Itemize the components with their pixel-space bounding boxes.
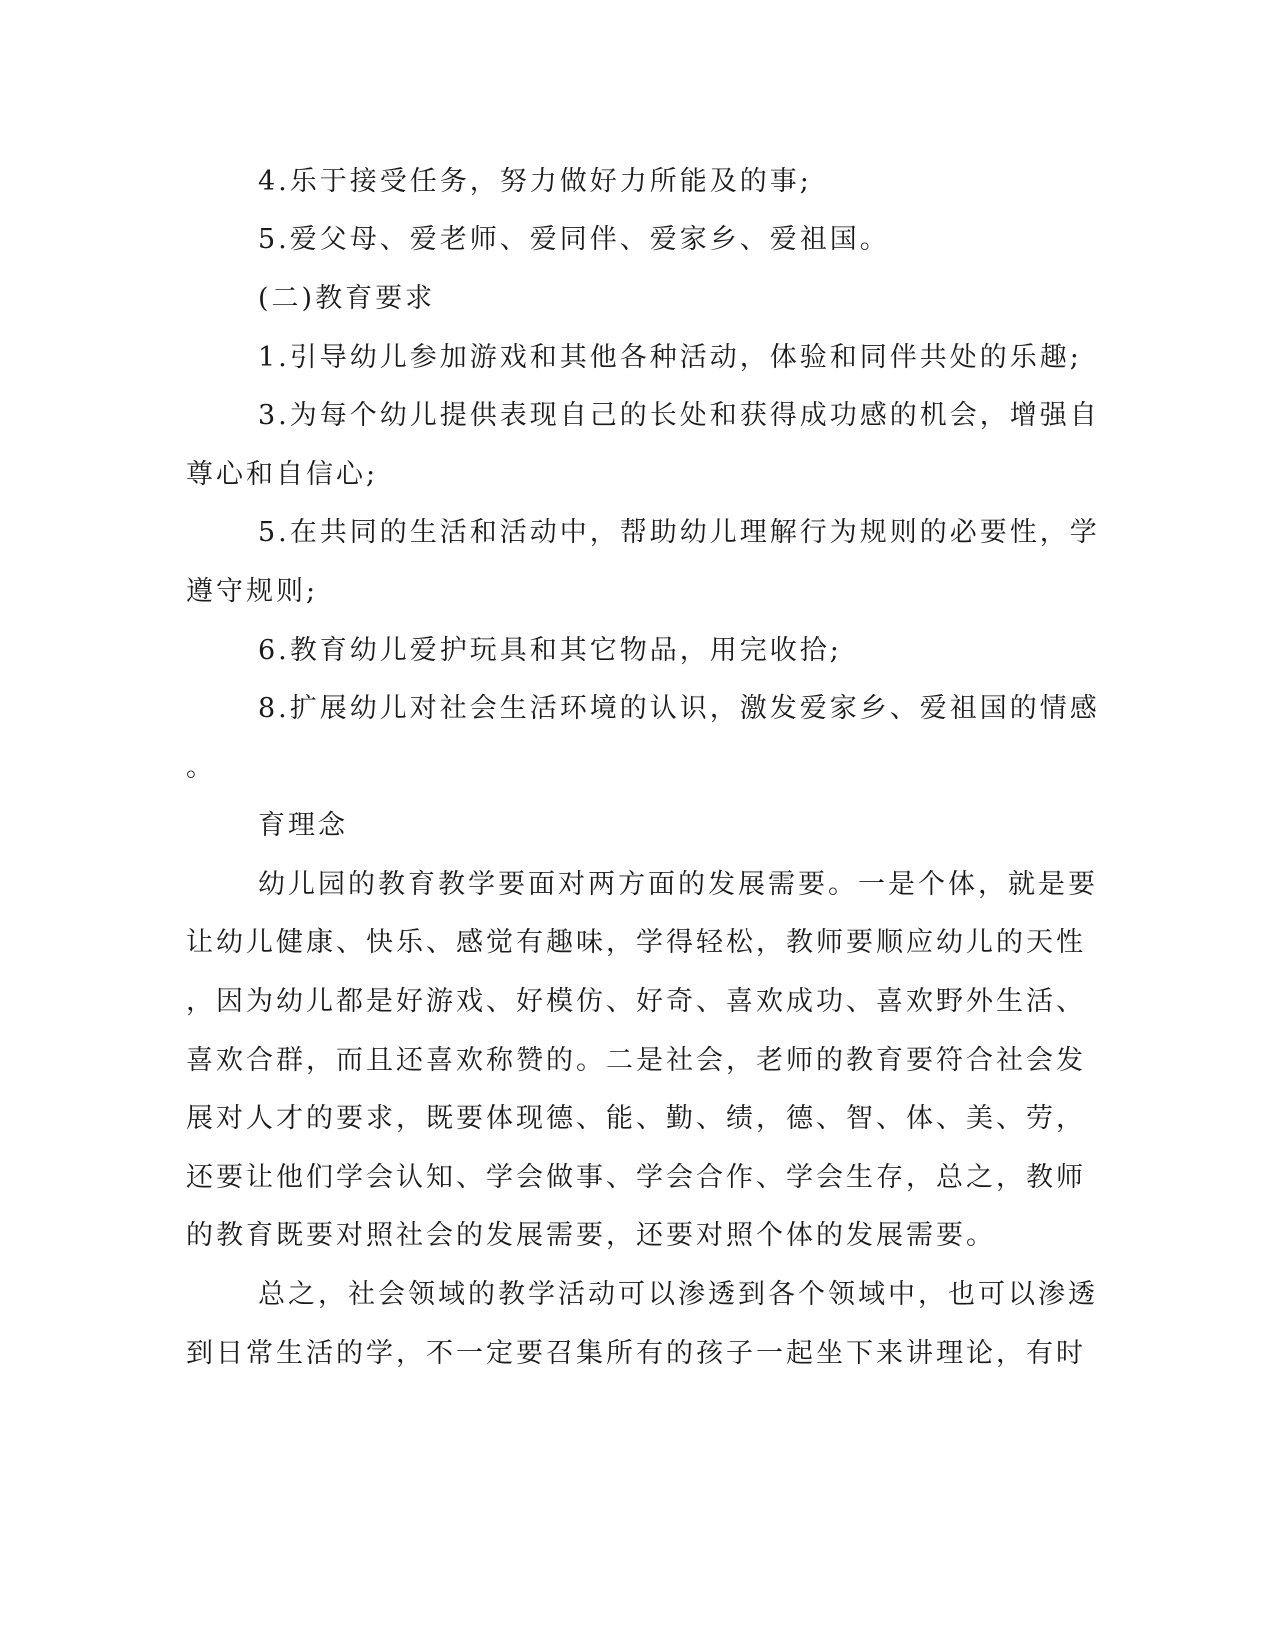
- text-line: ，因为幼儿都是好游戏、好模仿、好奇、喜欢成功、喜欢野外生活、: [186, 986, 1086, 1017]
- section-heading: (二)教育要求: [258, 283, 436, 314]
- text-line: 还要让他们学会认知、学会做事、学会合作、学会生存，总之，教师: [186, 1162, 1086, 1193]
- text-line: 遵守规则;: [186, 576, 319, 607]
- text-line: 让幼儿健康、快乐、感觉有趣味，学得轻松，教师要顺应幼儿的天性: [186, 927, 1086, 958]
- text-line: 总之，社会领域的教学活动可以渗透到各个领域中，也可以渗透: [258, 1279, 1098, 1310]
- text-line: 4.乐于接受任务，努力做好力所能及的事;: [258, 166, 812, 197]
- text-line: 。: [186, 752, 216, 783]
- text-line: 尊心和自信心;: [186, 459, 379, 490]
- text-line: 幼儿园的教育教学要面对两方面的发展需要。一是个体，就是要: [258, 869, 1098, 900]
- text-line: 5.在共同的生活和活动中，帮助幼儿理解行为规则的必要性，学: [258, 517, 1100, 548]
- text-line: 的教育既要对照社会的发展需要，还要对照个体的发展需要。: [186, 1220, 996, 1251]
- text-line: 到日常生活的学，不一定要召集所有的孩子一起坐下来讲理论，有时: [186, 1338, 1086, 1369]
- text-line: 6.教育幼儿爱护玩具和其它物品，用完收拾;: [258, 635, 842, 666]
- text-line: 1.引导幼儿参加游戏和其他各种活动，体验和同伴共处的乐趣;: [258, 342, 1082, 373]
- text-line: 展对人才的要求，既要体现德、能、勤、绩，德、智、体、美、劳，: [186, 1103, 1086, 1134]
- text-line: 喜欢合群，而且还喜欢称赞的。二是社会，老师的教育要符合社会发: [186, 1045, 1086, 1076]
- text-line: 3.为每个幼儿提供表现自己的长处和获得成功感的机会，增强自: [258, 400, 1100, 431]
- text-line: 8.扩展幼儿对社会生活环境的认识，激发爱家乡、爱祖国的情感: [258, 693, 1100, 724]
- text-line: 5.爱父母、爱老师、爱同伴、爱家乡、爱祖国。: [258, 224, 890, 255]
- section-heading: 育理念: [258, 810, 348, 841]
